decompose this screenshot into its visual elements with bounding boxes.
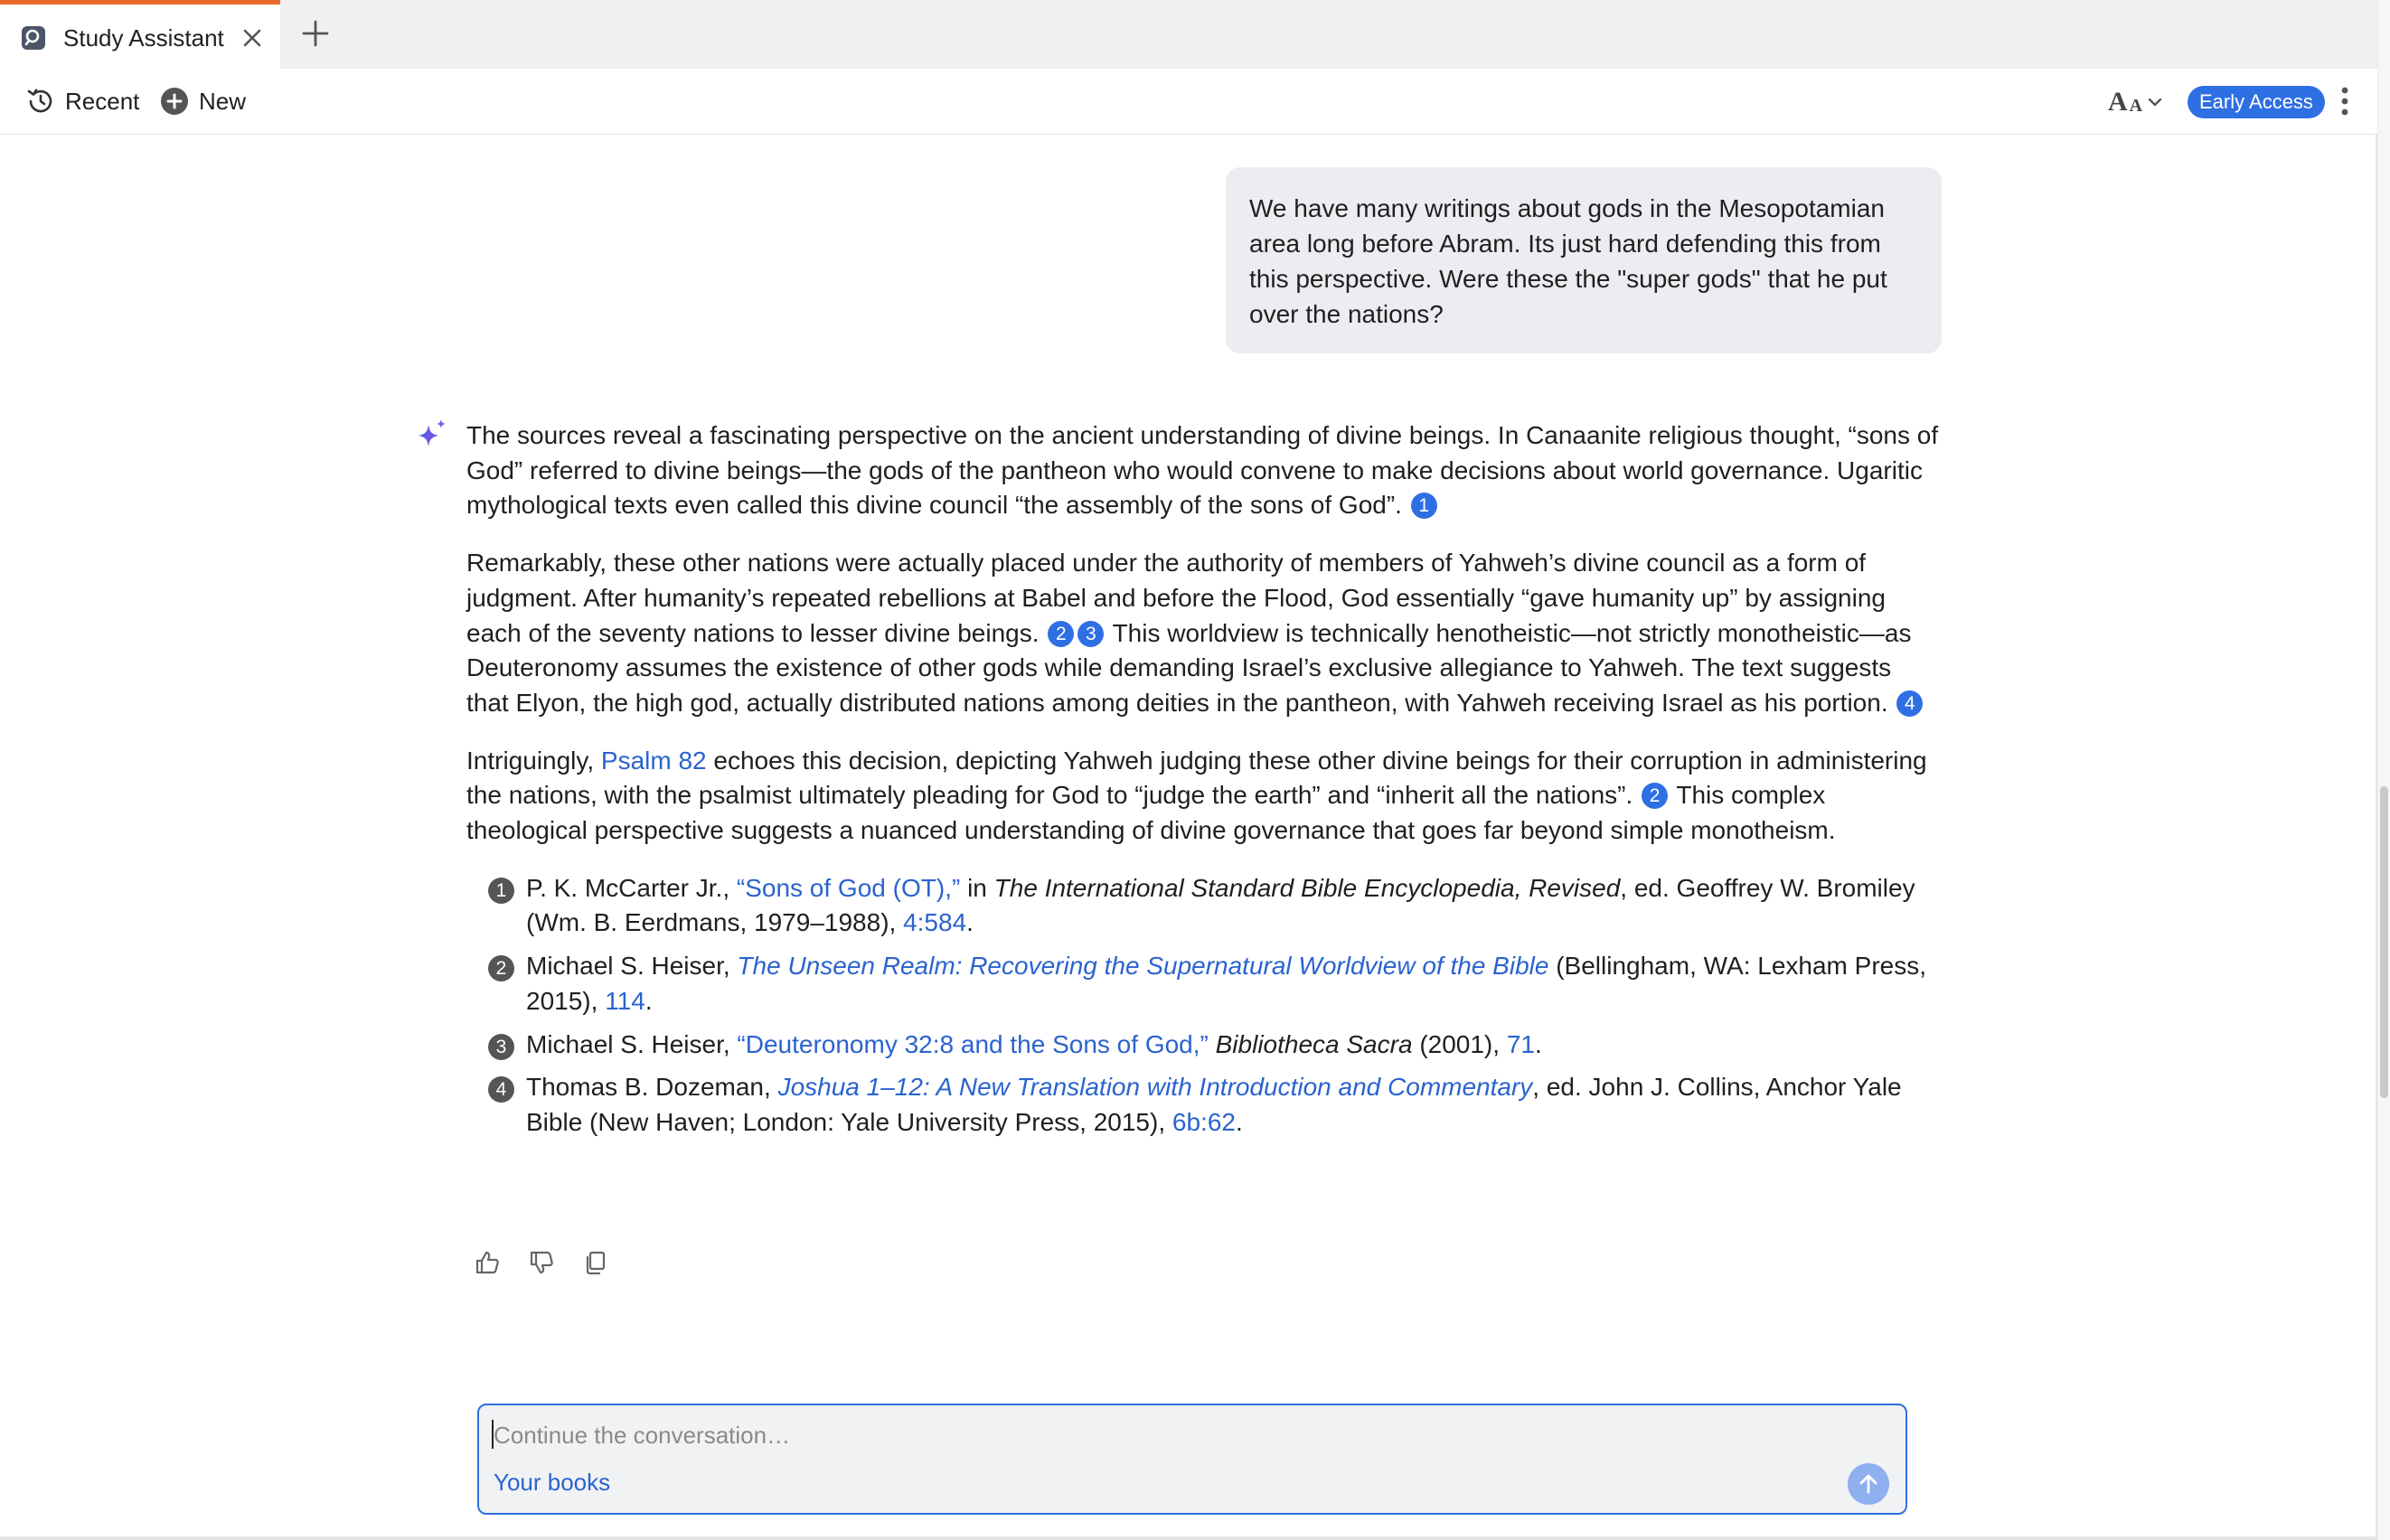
reference-number: 4 <box>488 1076 514 1103</box>
conversation-input[interactable] <box>494 1418 1849 1452</box>
reference-text: in <box>967 873 987 902</box>
reference-number: 2 <box>488 955 514 981</box>
citation-badge[interactable]: 3 <box>1077 621 1104 647</box>
reference-page-link[interactable]: 114 <box>605 986 645 1015</box>
reference-text: , ed. Geoffrey W. Bromiley (Wm. B. Eerdmans, 1979–1988), <box>526 873 1915 937</box>
reference-text: , ed. John J. Collins, Anchor Yale Bible (New Haven; London: Yale University Press, 2015), <box>526 1073 1902 1136</box>
font-size-icon-small: A <box>2129 95 2143 116</box>
scrollbar-track[interactable] <box>2377 0 2390 1540</box>
reference-title-link[interactable]: Joshua 1–12: A New Translation with Introduction and Commentary <box>777 1073 1533 1102</box>
reference-title-link[interactable]: The Unseen Realm: Recovering the Supernatural Worldview of the Bible <box>737 952 1549 981</box>
answer-text: echoes this decision, depicting Yahweh judging these other divine beings for their corruption in administering the nations, with the psalmist ultimately pleading for God to “judge the earth” and “inherit all the nations”. <box>466 746 1927 810</box>
reference-number: 3 <box>488 1034 514 1060</box>
thumbs-down-icon[interactable] <box>528 1249 555 1276</box>
recent-label: Recent <box>65 87 140 115</box>
reference-item <box>466 1028 1940 1063</box>
answer-text: Intriguingly, <box>466 746 595 775</box>
reference-text: (Bellingham, WA: Lexham Press, 2015), <box>526 952 1926 1015</box>
answer-text: This worldview is technically henotheistic—not strictly monotheistic—as Deuteronomy assumes the existence of other gods while demanding Israel’s exclusive allegiance to Yahweh. The text suggests that Elyon, the high god, actually distributed nations among deities in the pantheon, with Yahweh receiving Israel as his portion. <box>466 618 1912 717</box>
answer-text: This complex theological perspective suggests a nuanced understanding of divine governance that goes far beyond simple monotheism. <box>466 781 1836 845</box>
tab-study-assistant[interactable] <box>0 0 280 69</box>
reference-author: P. K. McCarter Jr., <box>526 873 730 902</box>
citation-badge[interactable]: 1 <box>1411 493 1437 519</box>
answer-text: The sources reveal a fascinating perspective on the ancient understanding of divine beings. In Canaanite religious thought, “sons of God” referred to divine beings—the gods of the pantheon who would convene to make decisions about world governance. Ugaritic mythological texts even called this divine council “the assembly of the sons of God”. <box>466 421 1939 520</box>
history-icon <box>25 86 56 117</box>
reference-item <box>466 871 1940 941</box>
reference-number: 1 <box>488 878 514 904</box>
arrow-up-icon <box>1856 1471 1881 1497</box>
font-size-button[interactable] <box>2108 87 2164 117</box>
new-button[interactable] <box>159 85 246 117</box>
composer <box>477 1404 1907 1515</box>
more-options-icon[interactable] <box>2336 85 2354 122</box>
study-assistant-icon <box>20 24 47 56</box>
ai-sparkle-icon <box>414 418 450 458</box>
reference-text: . <box>1235 1107 1243 1136</box>
recent-button[interactable] <box>25 85 139 117</box>
chevron-down-icon <box>2146 93 2164 111</box>
citation-badge[interactable]: 2 <box>1642 783 1668 809</box>
your-books-scope[interactable]: Your books <box>494 1469 611 1496</box>
plus-circle-icon <box>159 86 190 117</box>
reference-title-link[interactable]: “Deuteronomy 32:8 and the Sons of God,” <box>737 1029 1209 1058</box>
answer-paragraph <box>466 744 1940 849</box>
psalm-82-link[interactable]: Psalm 82 <box>600 746 707 775</box>
answer-text: Remarkably, these other nations were actually placed under the authority of members of Yahweh’s divine council as a form of judgment. After humanity’s repeated rebellions at Babel and before the Flood, God essentially “gave humanity up” by assigning each of the seventy nations to lesser divine beings. <box>466 549 1886 647</box>
user-message-text: We have many writings about gods in the Mesopotamian area long before Abram. Its just hard defending this from this perspective. Were these the "super gods" that he put over the nations? <box>1249 194 1887 328</box>
feedback-bar <box>474 1249 609 1276</box>
citation-badge[interactable]: 4 <box>1896 690 1923 717</box>
text-caret <box>492 1420 494 1449</box>
reference-text: . <box>966 908 974 937</box>
reference-source: The International Standard Bible Encyclopedia, Revised <box>993 873 1621 902</box>
reference-list <box>466 871 1940 1141</box>
new-label: New <box>199 87 247 115</box>
answer-paragraph <box>466 418 1940 523</box>
reference-text: . <box>645 986 653 1015</box>
reference-author: Thomas B. Dozeman, <box>526 1073 771 1102</box>
copy-icon[interactable] <box>582 1249 609 1276</box>
reference-source: Bibliotheca Sacra <box>1215 1029 1413 1058</box>
reference-page-link[interactable]: 71 <box>1506 1029 1535 1058</box>
reference-title-link[interactable]: “Sons of God (OT),” <box>736 873 961 902</box>
citation-badge[interactable]: 2 <box>1048 621 1074 647</box>
scrollbar-thumb[interactable] <box>2380 786 2388 1098</box>
toolbar <box>0 69 2377 135</box>
tab-strip <box>0 0 2377 69</box>
reference-item <box>466 1070 1940 1140</box>
reference-text: (2001), <box>1419 1029 1501 1058</box>
tab-title: Study Assistant <box>63 24 224 52</box>
send-button[interactable] <box>1848 1463 1889 1505</box>
assistant-answer <box>466 418 1940 1149</box>
reference-item <box>466 949 1940 1019</box>
close-tab-icon[interactable] <box>240 26 264 54</box>
early-access-badge[interactable]: Early Access <box>2188 86 2325 118</box>
reference-page-link[interactable]: 4:584 <box>903 908 967 937</box>
window-bottom-edge <box>0 1536 2377 1540</box>
new-tab-icon[interactable] <box>300 18 331 53</box>
reference-author: Michael S. Heiser, <box>526 1029 730 1058</box>
thumbs-up-icon[interactable] <box>474 1249 501 1276</box>
reference-text: . <box>1534 1029 1542 1058</box>
font-size-icon-large: A <box>2108 87 2128 117</box>
user-message-bubble <box>1226 167 1942 353</box>
answer-paragraph <box>466 546 1940 721</box>
reference-page-link[interactable]: 6b:62 <box>1171 1107 1236 1136</box>
reference-author: Michael S. Heiser, <box>526 952 730 981</box>
